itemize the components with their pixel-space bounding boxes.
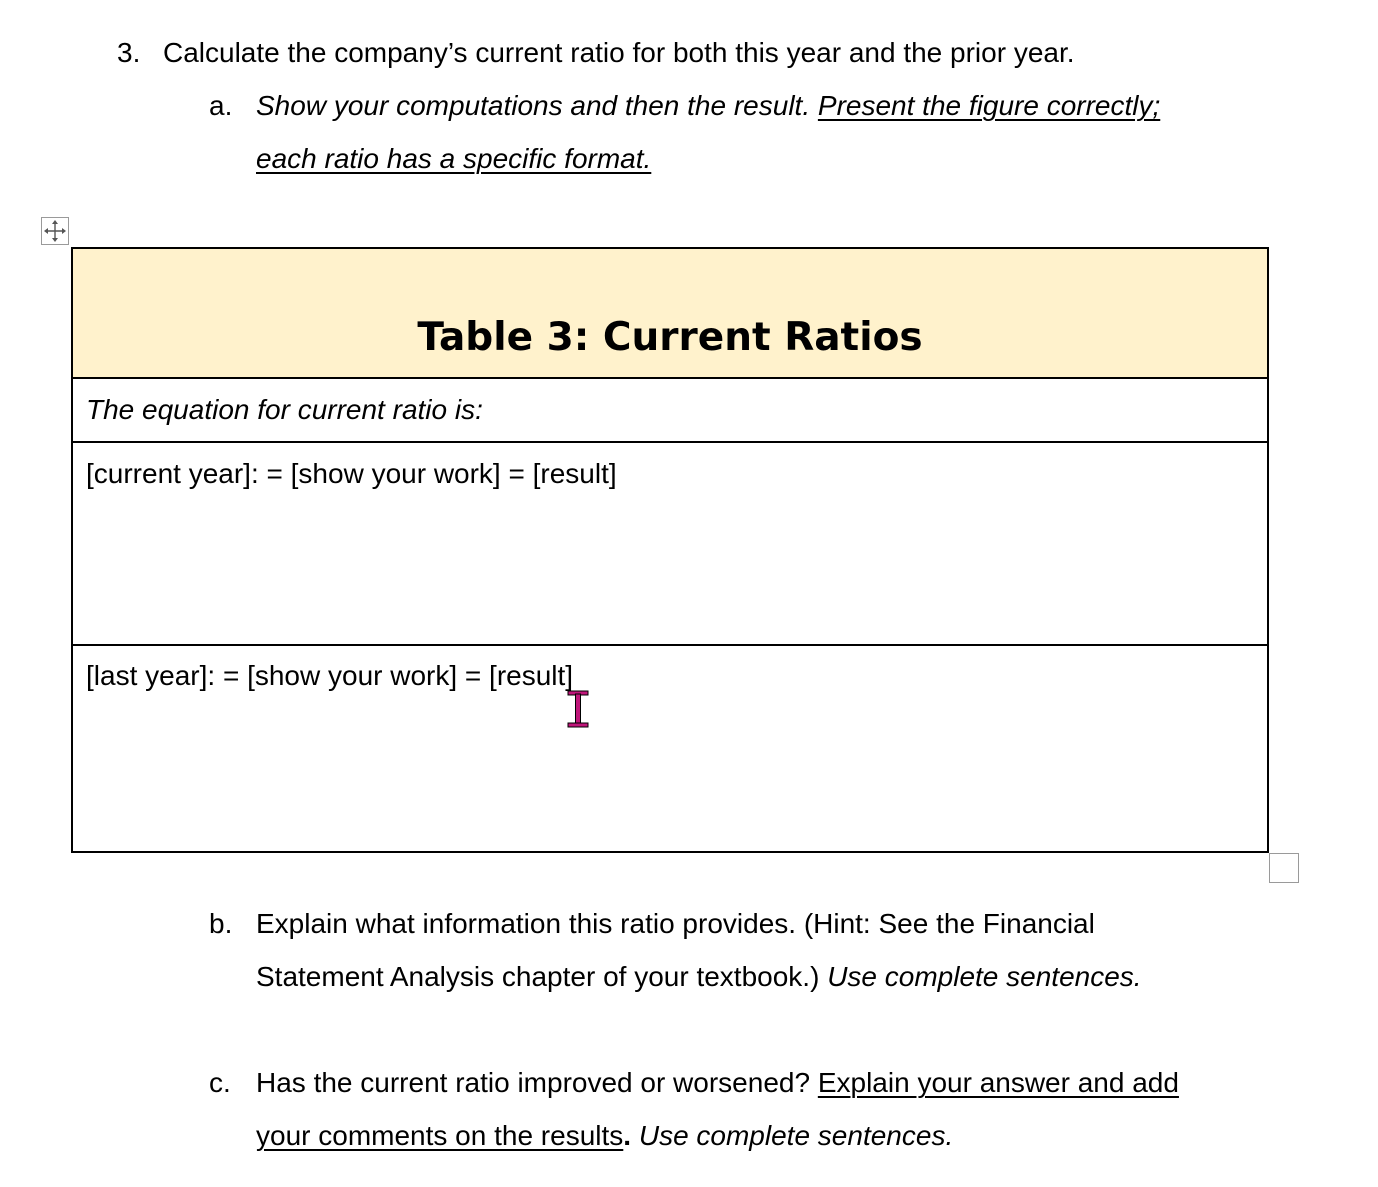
item-b-instruction: Use complete sentences. — [827, 961, 1142, 992]
item-a-letter: a. — [209, 90, 233, 121]
item-c-explain-note: Explain your answer and add — [817, 1067, 1179, 1098]
current-year-text: [current year]: = [show your work] = [result] — [86, 458, 617, 489]
item-b-text: Statement Analysis chapter of your textbook.) — [256, 961, 828, 992]
item-a-instruction: Show your computations and then the result. — [256, 90, 818, 121]
item-b-line-1: Explain what information this ratio provides. (Hint: See the Financial — [256, 908, 1095, 939]
current-ratios-table — [71, 247, 1269, 853]
table-resize-handle-icon[interactable] — [1269, 853, 1299, 883]
item-c-period: . — [623, 1120, 632, 1151]
item-b-line-2 — [256, 960, 1142, 994]
item-c-comments-note: your comments on the results — [256, 1120, 624, 1151]
item-c-line-2 — [256, 1119, 953, 1153]
table-title: Table 3: Current Ratios — [417, 315, 923, 360]
item-a-format-note: Present the figure correctly; — [817, 90, 1161, 121]
table-equation-row[interactable] — [73, 379, 1267, 443]
item-3-number: 3. — [117, 37, 141, 68]
item-a-line-2: each ratio has a specific format. — [256, 143, 652, 174]
item-c-question: Has the current ratio improved or worsened? — [256, 1067, 818, 1098]
item-b-letter: b. — [209, 908, 233, 939]
table-last-year-row[interactable] — [73, 646, 1267, 851]
item-3-text: Calculate the company’s current ratio for both this year and the prior year. — [163, 37, 1075, 68]
equation-label: The equation for current ratio is: — [86, 394, 483, 425]
item-a-line-1 — [256, 89, 1160, 123]
table-current-year-row[interactable] — [73, 443, 1267, 646]
table-move-handle-icon[interactable] — [41, 217, 69, 245]
text-cursor-icon — [565, 690, 591, 728]
table-header-row — [73, 249, 1267, 379]
item-c-line-1 — [256, 1066, 1179, 1100]
item-c-instruction: Use complete sentences. — [631, 1120, 954, 1151]
item-c-letter: c. — [209, 1067, 231, 1098]
last-year-text: [last year]: = [show your work] = [result] — [86, 660, 574, 691]
